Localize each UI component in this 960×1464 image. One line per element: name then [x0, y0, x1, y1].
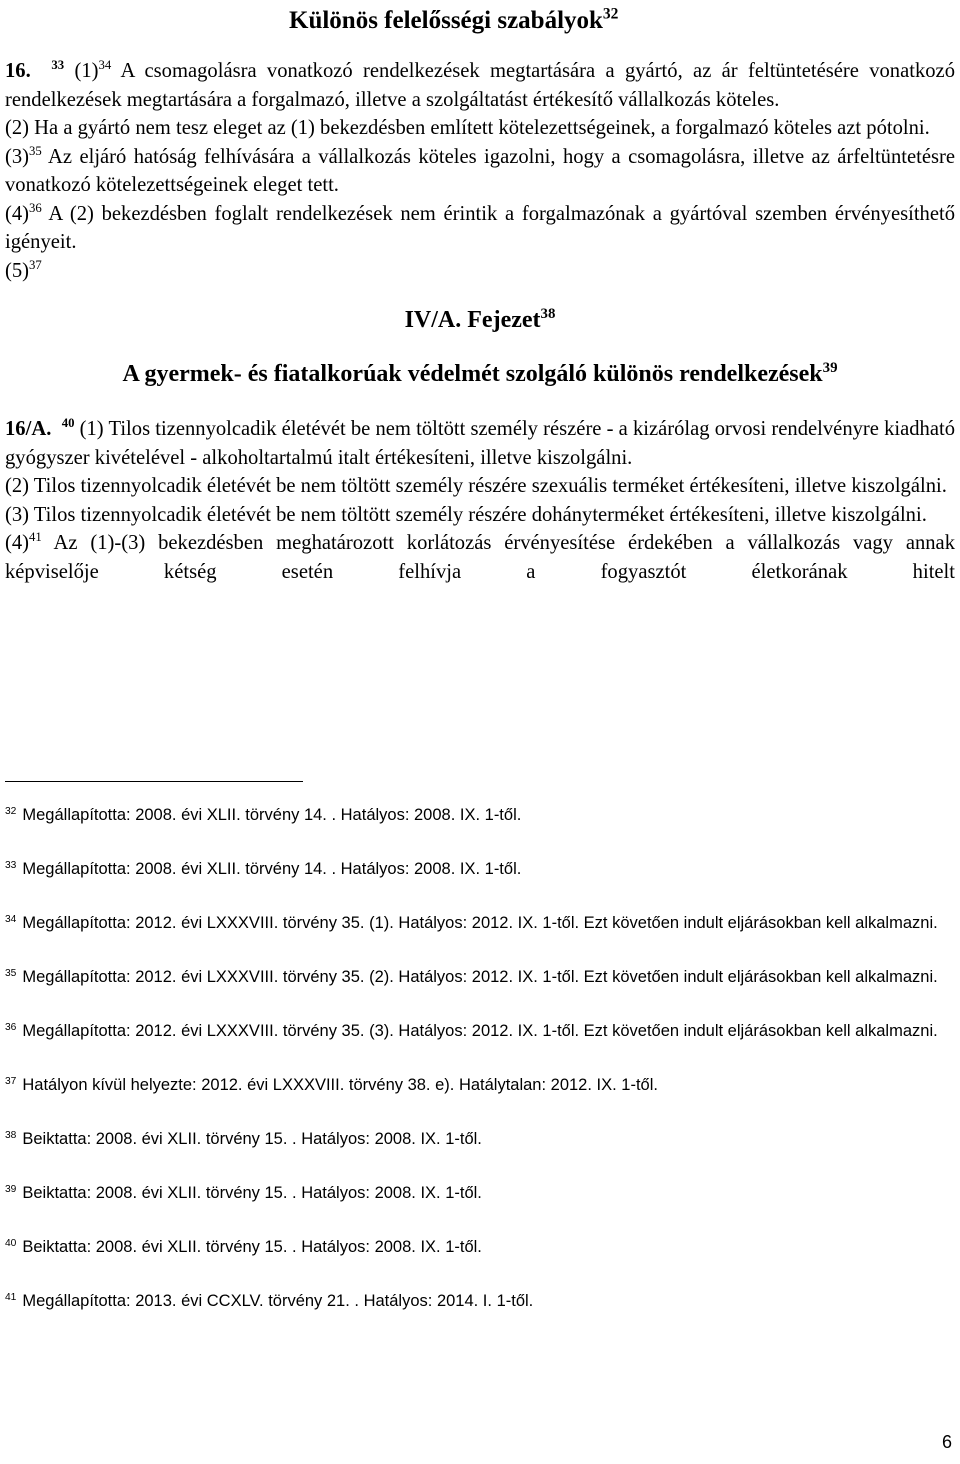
footnote — [5, 1232, 945, 1262]
section-16-para-4 — [5, 200, 955, 257]
chapter-subtitle — [5, 359, 955, 389]
section-number: 16/A. — [5, 418, 52, 440]
footnote-text: Beiktatta: 2008. évi XLII. törvény 15. . Hatályos: 2008. IX. 1-től. — [22, 1238, 482, 1256]
footnote-ref: 33 — [51, 58, 65, 73]
title-footnote-ref: 32 — [602, 5, 619, 23]
footnote-text: Hatályon kívül helyezte: 2012. évi LXXXVIII. törvény 38. e). Hatálytalan: 2012. IX. 1-től. — [22, 1076, 658, 1094]
footnote — [5, 908, 945, 938]
para-marker: (1) — [74, 60, 99, 82]
para-marker: (3) — [5, 145, 30, 168]
footnote-number: 38 — [5, 1129, 17, 1141]
footnotes — [5, 800, 945, 1340]
section-16a-para-4 — [5, 529, 955, 586]
footnote — [5, 800, 945, 830]
section-16-para-1 — [5, 57, 955, 114]
para-text: (2) Ha a gyártó nem tesz eleget az (1) bekezdésben említett kötelezettségeinek, a forgalmazó köteles azt pótolni. — [5, 117, 930, 139]
footnote-text: Beiktatta: 2008. évi XLII. törvény 15. . Hatályos: 2008. IX. 1-től. — [22, 1184, 482, 1202]
chapter-heading-text: IV/A. Fejezet — [404, 307, 541, 333]
footnote-number: 39 — [5, 1183, 17, 1195]
footnote — [5, 1178, 945, 1208]
spacer — [5, 389, 955, 415]
footnote-ref: 35 — [29, 143, 42, 158]
footnote-text: Megállapította: 2012. évi LXXXVIII. törvény 35. (1). Hatályos: 2012. IX. 1-től. Ezt követően indult eljárásokban kell alkalmazni. — [22, 914, 938, 932]
section-16a-para-1 — [5, 415, 955, 472]
footnote-text: Megállapította: 2008. évi XLII. törvény 14. . Hatályos: 2008. IX. 1-től. — [22, 806, 522, 824]
section-16-para-2 — [5, 114, 955, 143]
footnote — [5, 854, 945, 884]
para-marker: (4) — [5, 532, 30, 554]
footnote-number: 41 — [5, 1291, 17, 1303]
footnote-ref: 41 — [29, 530, 42, 545]
footnote-number: 40 — [5, 1237, 17, 1249]
para-text: (2) Tilos tizennyolcadik életévét be nem töltött személy részére szexuális terméket értékesíteni, illetve kiszolgálni. — [5, 475, 947, 497]
footnote-number: 33 — [5, 859, 17, 871]
para-text: A (2) bekezdésben foglalt rendelkezések nem érintik a forgalmazónak a gyártóval szemben érvényesíthető igényeit. — [5, 202, 955, 253]
footnote-separator — [5, 781, 303, 782]
section-16-para-3 — [5, 143, 955, 200]
page-number: 6 — [941, 1432, 952, 1452]
footnote-text: Megállapította: 2012. évi LXXXVIII. törvény 35. (3). Hatályos: 2012. IX. 1-től. Ezt követően indult eljárásokban kell alkalmazni. — [22, 1022, 938, 1040]
para-text: A csomagolásra vonatkozó rendelkezések megtartására a gyártó, az ár feltüntetésére vonatkozó rendelkezések megtartására a forgalmazó, illetve a szolgáltatást értékesítő vállalkozás köteles. — [5, 60, 955, 111]
section-16-para-5 — [5, 257, 955, 286]
footnote-ref: 40 — [61, 416, 75, 431]
footnote-number: 37 — [5, 1075, 17, 1087]
para-text: Az eljáró hatóság felhívására a vállalkozás köteles igazolni, hogy a csomagolásra, illetve az árfeltüntetésre vonatkozó kötelezettségeinek eleget tett. — [5, 145, 956, 196]
footnote-ref: 39 — [822, 360, 838, 376]
footnote-number: 36 — [5, 1021, 17, 1033]
footnote-number: 35 — [5, 967, 17, 979]
footnote-text: Beiktatta: 2008. évi XLII. törvény 15. . Hatályos: 2008. IX. 1-től. — [22, 1130, 482, 1148]
para-text: (1) Tilos tizennyolcadik életévét be nem töltött személy részére - a kizárólag orvosi rendelvényre kiadható gyógyszer kivételével - alkoholtartalmú italt értékesíteni, illetve kiszolgálni. — [5, 418, 956, 469]
footnote — [5, 1124, 945, 1154]
footnote-number: 32 — [5, 805, 17, 817]
footnote — [5, 1070, 945, 1100]
section-16a-para-3 — [5, 501, 955, 530]
footnote-number: 34 — [5, 913, 17, 925]
chapter-heading — [5, 305, 955, 335]
footnote-ref: 34 — [98, 58, 112, 73]
footnote — [5, 962, 945, 992]
footnote-ref: 38 — [540, 306, 556, 322]
section-number: 16. — [5, 60, 31, 82]
footnote — [5, 1016, 945, 1046]
para-marker: (5) — [5, 259, 30, 282]
footnote-text: Megállapította: 2013. évi CCXLV. törvény 21. . Hatályos: 2014. I. 1-től. — [22, 1292, 534, 1310]
para-text: Az (1)-(3) bekezdésben meghatározott korlátozás érvényesítése érdekében a vállalkozás vagy annak képviselője kétség esetén felhívja a fogyasztót életkorának hitelt — [5, 532, 955, 583]
para-text: (3) Tilos tizennyolcadik életévét be nem töltött személy részére dohányterméket értékesíteni, illetve kiszolgálni. — [5, 503, 927, 526]
section-16a-para-2 — [5, 472, 955, 501]
title-text: Különös felelősségi szabályok — [289, 7, 603, 34]
footnote-text: Megállapította: 2012. évi LXXXVIII. törvény 35. (2). Hatályos: 2012. IX. 1-től. Ezt követően indult eljárásokban kell alkalmazni. — [22, 968, 938, 986]
para-marker: (4) — [5, 202, 30, 225]
footnote-ref: 37 — [29, 257, 42, 272]
footnote-text: Megállapította: 2008. évi XLII. törvény 14. . Hatályos: 2008. IX. 1-től. — [22, 860, 522, 878]
page-title — [5, 0, 955, 42]
chapter-subtitle-text: A gyermek- és fiatalkorúak védelmét szolgáló különös rendelkezések — [122, 361, 823, 387]
footnote — [5, 1286, 945, 1316]
footnote-ref: 36 — [29, 200, 42, 215]
